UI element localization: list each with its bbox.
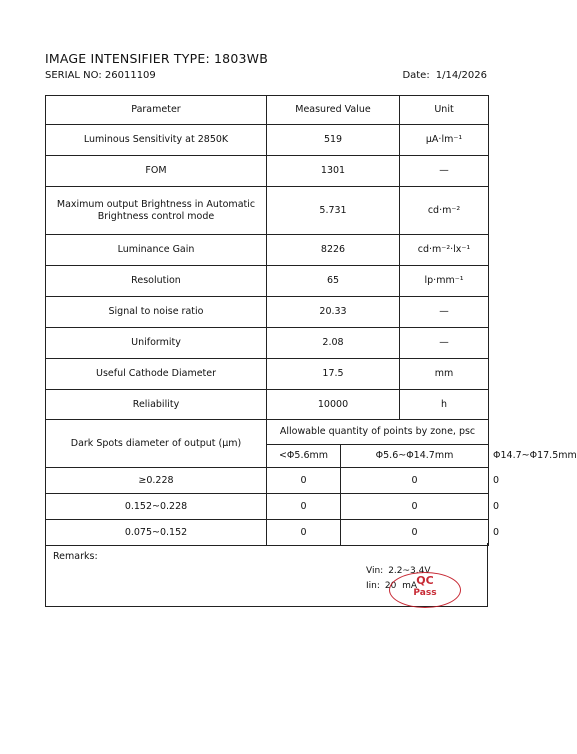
table-header-row [46, 96, 489, 125]
parameter-cell: Signal to noise ratio [46, 297, 267, 328]
table-row [46, 125, 489, 156]
zone-header: Allowable quantity of points by zone, psc [267, 420, 489, 445]
parameter-cell: Resolution [46, 266, 267, 297]
spot-size-cell: 0.075~0.152 [46, 520, 267, 546]
table-row [46, 297, 489, 328]
table-row [46, 187, 489, 235]
date-line [402, 70, 487, 81]
vin-value: 2.2~3.4V [388, 566, 431, 576]
dark-spot-row: 0.152~0.228 0 0 0 [46, 494, 489, 520]
count-cell: 0 [267, 494, 341, 520]
vin-label: Vin: [366, 566, 384, 576]
unit-cell: — [400, 328, 489, 359]
column-header-unit: Unit [400, 96, 489, 125]
unit-cell: μA·lm⁻¹ [400, 125, 489, 156]
table-row [46, 328, 489, 359]
date-value: 1/14/2026 [435, 70, 487, 81]
parameter-cell: FOM [46, 156, 267, 187]
zone-header-1: <Φ5.6mm [267, 445, 341, 468]
count-cell: 0 [267, 468, 341, 494]
spot-size-cell: 0.152~0.228 [46, 494, 267, 520]
unit-cell: mm [400, 359, 489, 390]
unit-cell: h [400, 390, 489, 420]
parameter-cell: Luminance Gain [46, 235, 267, 266]
parameter-cell: Uniformity [46, 328, 267, 359]
parameter-cell: Maximum output Brightness in Automatic Brightness control mode [46, 187, 267, 235]
spot-size-cell: ≥0.228 [46, 468, 267, 494]
count-cell: 0 [341, 468, 489, 494]
count-cell: 0 [267, 520, 341, 546]
value-cell: 1301 [267, 156, 400, 187]
table-row [46, 359, 489, 390]
stamp-pass-text: Pass [413, 588, 437, 598]
unit-cell: cd·m⁻² [400, 187, 489, 235]
unit-cell: lp·mm⁻¹ [400, 266, 489, 297]
value-cell: 17.5 [267, 359, 400, 390]
document-title: IMAGE INTENSIFIER TYPE: 1803WB [45, 51, 268, 66]
iin-label: Iin: [366, 581, 380, 591]
dark-spot-row: ≥0.228 0 0 0 [46, 468, 489, 494]
dark-spot-row: 0.075~0.152 0 0 0 [46, 520, 489, 546]
unit-cell: cd·m⁻²·lx⁻¹ [400, 235, 489, 266]
table-row [46, 156, 489, 187]
parameter-cell: Luminous Sensitivity at 2850K [46, 125, 267, 156]
dark-spots-header-row [46, 420, 489, 445]
serial-number: SERIAL NO: 26011109 [45, 70, 156, 81]
qc-pass-stamp [389, 572, 461, 608]
value-cell: 20.33 [267, 297, 400, 328]
unit-cell: — [400, 156, 489, 187]
count-cell: 0 [341, 494, 489, 520]
value-cell: 5.731 [267, 187, 400, 235]
value-cell: 8226 [267, 235, 400, 266]
zone-header-2: Φ5.6~Φ14.7mm [341, 445, 489, 468]
value-cell: 519 [267, 125, 400, 156]
value-cell: 2.08 [267, 328, 400, 359]
value-cell: 10000 [267, 390, 400, 420]
count-cell: 0 [341, 520, 489, 546]
spec-table [45, 95, 577, 546]
column-header-parameter: Parameter [46, 96, 267, 125]
parameter-cell: Reliability [46, 390, 267, 420]
iin-value: 20 mA [384, 581, 418, 591]
dark-spots-label: Dark Spots diameter of output (μm) [46, 420, 267, 468]
column-header-measured-value: Measured Value [267, 96, 400, 125]
table-row [46, 390, 489, 420]
remarks-label: Remarks: [53, 551, 98, 562]
value-cell: 65 [267, 266, 400, 297]
zone-subheader-row: <Φ5.6mm Φ5.6~Φ14.7mm Φ14.7~Φ17.5mm [46, 445, 489, 468]
table-row [46, 235, 489, 266]
table-row [46, 266, 489, 297]
unit-cell: — [400, 297, 489, 328]
stamp-qc-text: QC [416, 574, 434, 587]
date-label: Date: [402, 70, 430, 81]
parameter-cell: Useful Cathode Diameter [46, 359, 267, 390]
